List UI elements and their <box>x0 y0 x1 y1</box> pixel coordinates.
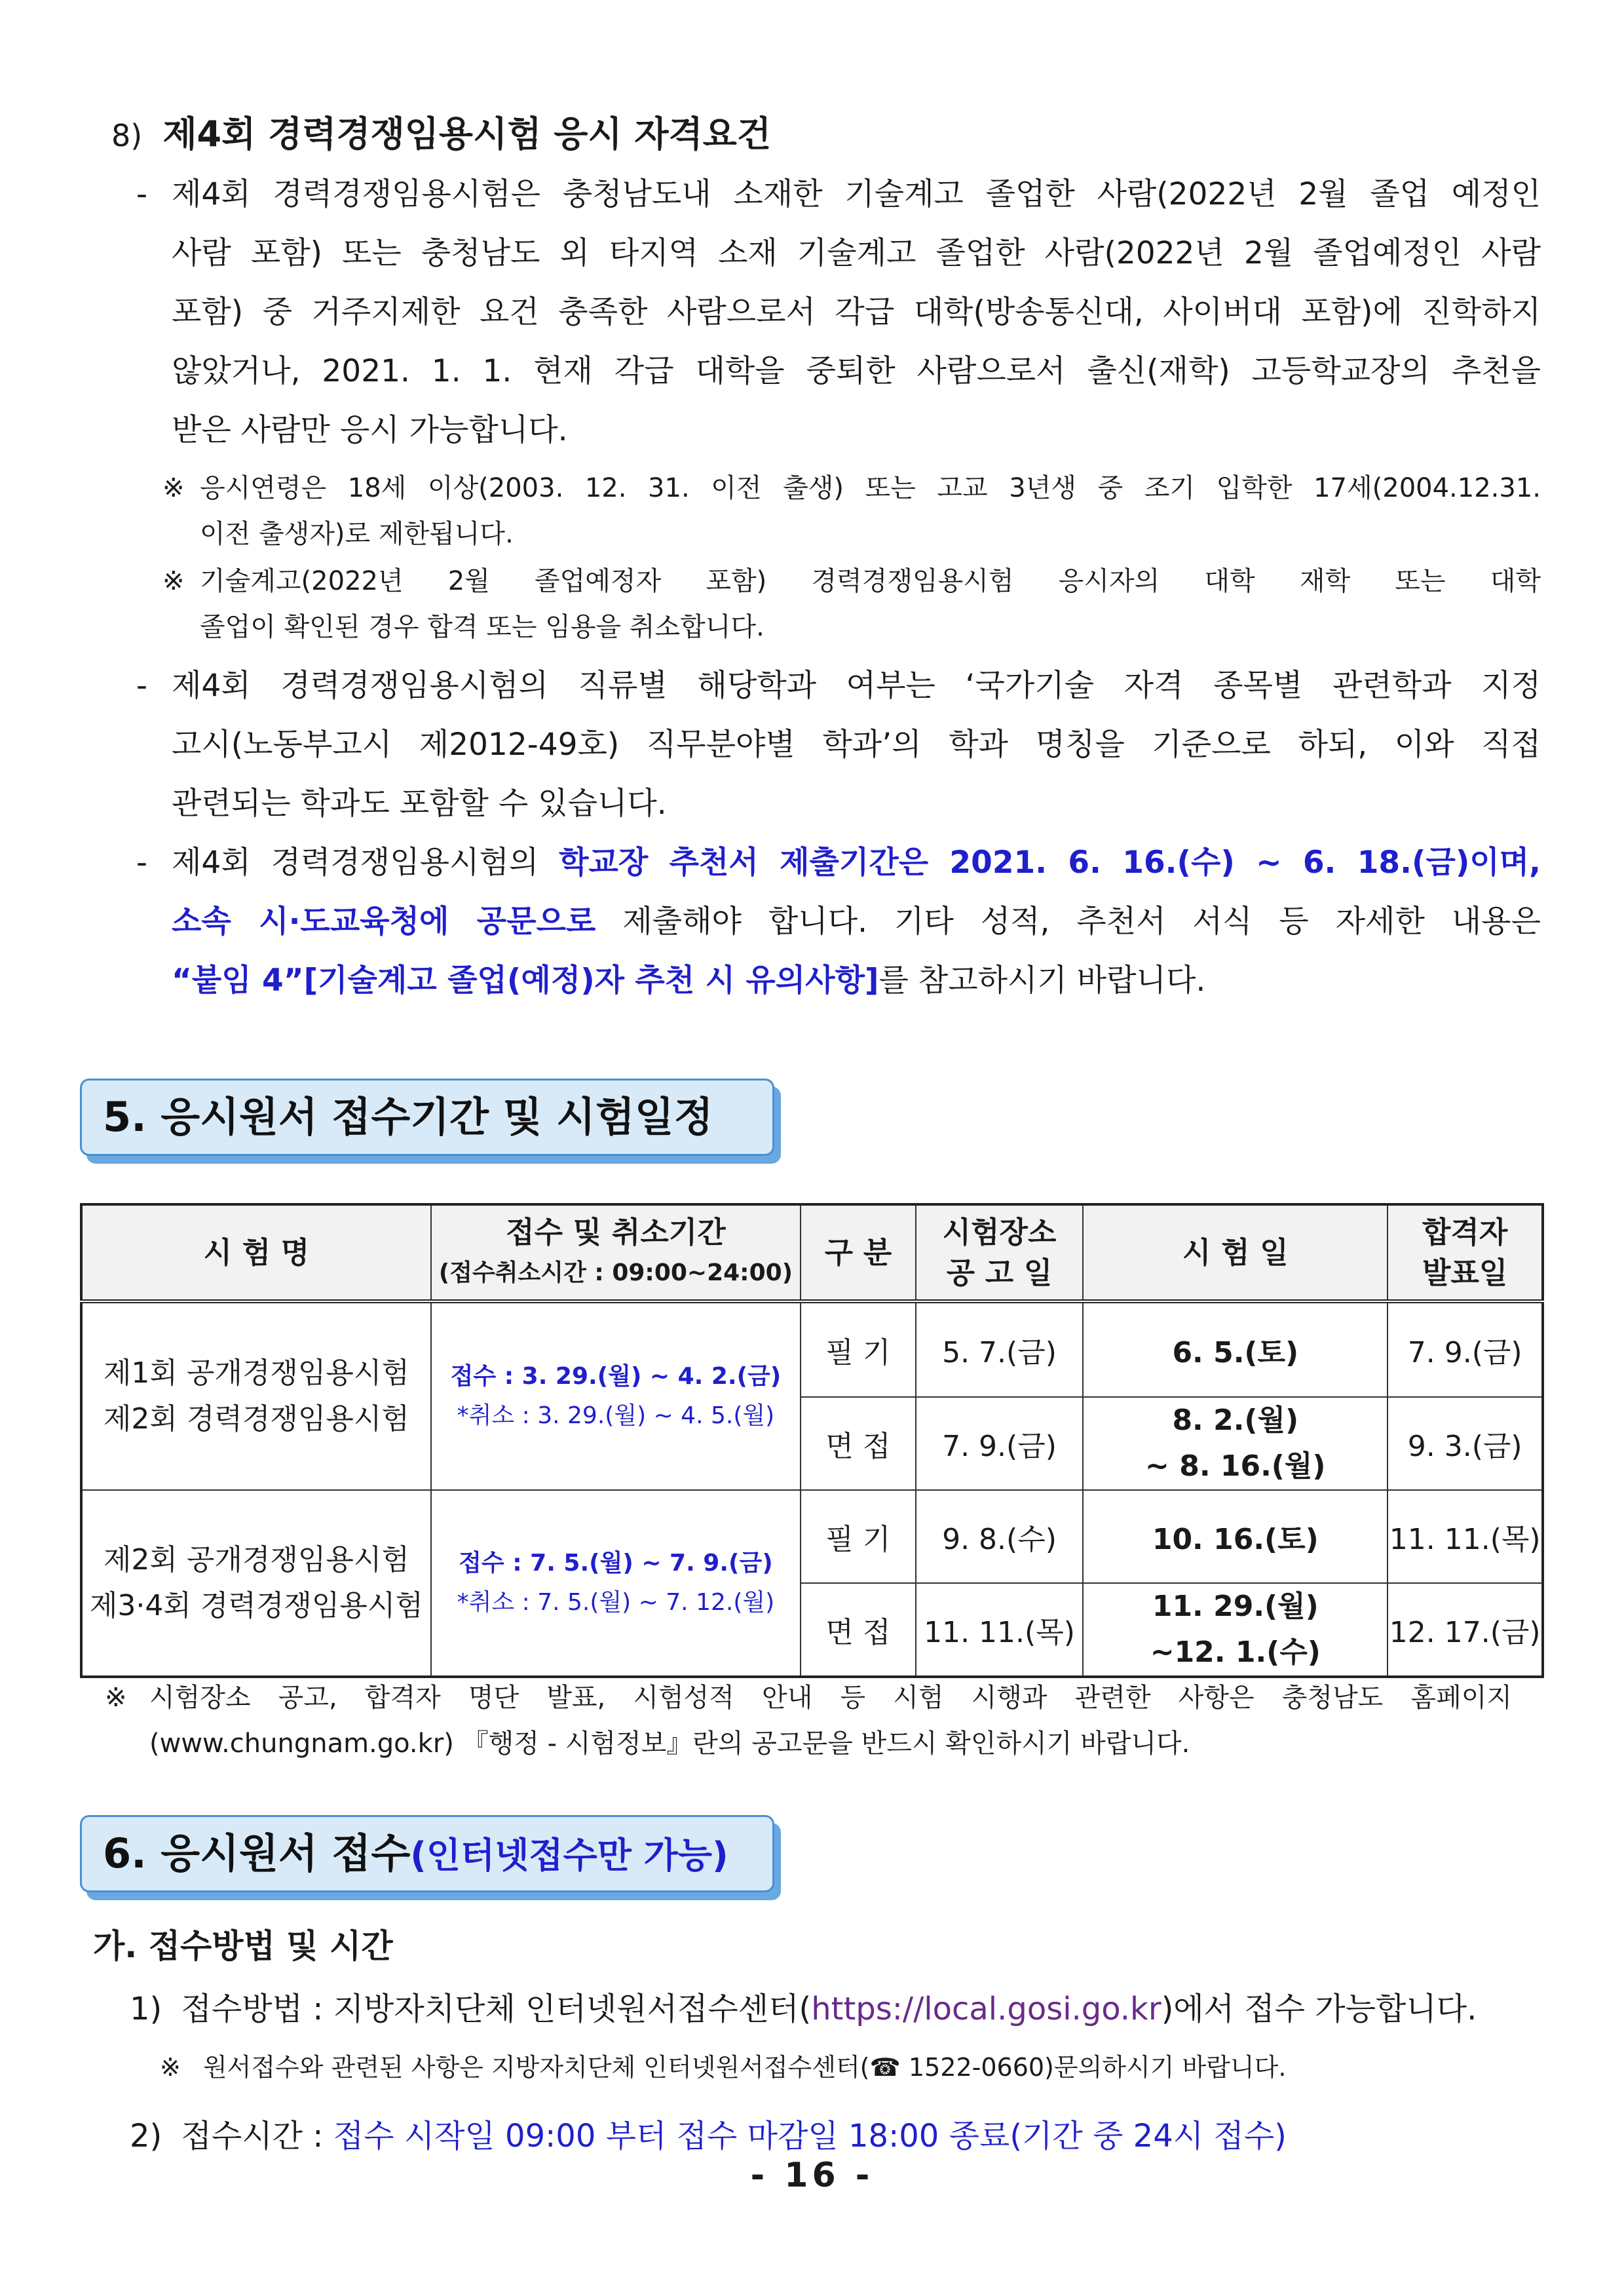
item-1-text: 접수방법 : 지방자치단체 인터넷원서접수센터( <box>181 1991 812 2027</box>
exam-day-start: 8. 2.(월) <box>1172 1404 1299 1437</box>
para3-line-3-text: 를 참고하시기 바랍니다. <box>878 963 1206 999</box>
apply-period: 접수 : 7. 5.(월) ~ 7. 9.(금) <box>459 1550 773 1577</box>
notice-cell: 11. 11.(목) <box>916 1583 1084 1677</box>
section-5-heading-text: 5. 응시원서 접수기간 및 시험일정 <box>103 1093 713 1141</box>
period-cell <box>431 1301 801 1490</box>
para1-line-3: 포함) 중 거주지제한 요건 충족한 사람으로서 각급 대학(방송통신대, 사이버대 포함)에 진학하지 <box>172 294 1541 330</box>
exam-name-cell <box>81 1301 431 1490</box>
notice-cell: 7. 9.(금) <box>916 1397 1084 1490</box>
exam-name-line: 제2회 공개경쟁임용시험 <box>103 1543 409 1577</box>
period-cell <box>431 1490 801 1677</box>
header-result-line-1: 합격자 <box>1422 1214 1508 1250</box>
header-exam-name: 시 험 명 <box>81 1204 431 1301</box>
para2-line-2: 고시(노동부고시 제2012-49호) 직무분야별 학과’의 학과 명칭을 기준으로 하되, 이와 직접 <box>172 727 1541 763</box>
section-8-title <box>111 105 771 165</box>
para2-line-3: 관련되는 학과도 포함할 수 있습니다. <box>172 786 667 822</box>
exam-name-line: 제1회 공개경쟁임용시험 <box>103 1356 409 1390</box>
header-period-title: 접수 및 취소기간 <box>506 1214 726 1250</box>
header-notice-line-2: 공 고 일 <box>946 1255 1053 1290</box>
item-2-label: 접수시간 : <box>181 2118 333 2154</box>
item-2-value: 접수 시작일 09:00 부터 접수 마감일 18:00 종료(기간 중 24시 접수) <box>333 2118 1287 2154</box>
para3-line-2-text: 제출해야 합니다. 기타 성적, 추천서 서식 등 자세한 내용은 <box>595 904 1541 940</box>
para3-line-1 <box>172 833 1541 892</box>
para1-line-1: 제4회 경력경쟁임용시험은 충청남도내 소재한 기술계고 졸업한 사람(2022년 2월 졸업 예정인 <box>172 176 1541 212</box>
exam-day-cell: 10. 16.(토) <box>1083 1490 1388 1583</box>
table-header-row <box>81 1204 1543 1301</box>
exam-day-cell: 6. 5.(토) <box>1083 1301 1388 1397</box>
schedule-table <box>80 1203 1544 1678</box>
result-cell: 9. 3.(금) <box>1388 1397 1543 1490</box>
note1-line-1: 응시연령은 18세 이상(2003. 12. 31. 이전 출생) 또는 고교 3년생 중 조기 입학한 17세(2004.12.31. <box>200 473 1541 503</box>
item-1 <box>130 1981 1477 2037</box>
apply-period: 접수 : 3. 29.(월) ~ 4. 2.(금) <box>450 1363 782 1390</box>
submission-channel: 소속 시·도교육청에 공문으로 <box>172 904 596 940</box>
type-cell: 필 기 <box>801 1490 916 1583</box>
bullet-dash: - <box>136 668 147 704</box>
para1-line-5: 받은 사람만 응시 가능합니다. <box>172 412 568 448</box>
section-6-heading-text: 6. 응시원서 접수 <box>103 1829 411 1877</box>
cancel-period: *취소 : 3. 29.(월) ~ 4. 5.(월) <box>457 1402 775 1429</box>
item-1-note-text-end: 1522-0660)문의하시기 바랍니다. <box>900 2053 1287 2082</box>
section-6-heading <box>80 1815 774 1892</box>
item-1-text-end: )에서 접수 가능합니다. <box>1161 1991 1477 2027</box>
header-notice-line-1: 시험장소 <box>942 1214 1057 1250</box>
table-row <box>81 1301 1543 1397</box>
header-result-date <box>1388 1204 1543 1301</box>
exam-day-end: ~12. 1.(수) <box>1150 1636 1321 1669</box>
exam-day-start: 11. 29.(월) <box>1152 1590 1319 1623</box>
para3-line-1-text: 제4회 경력경쟁임용시험의 <box>172 845 559 881</box>
type-cell: 면 접 <box>801 1583 916 1677</box>
type-cell: 필 기 <box>801 1301 916 1397</box>
header-exam-day: 시 험 일 <box>1083 1204 1388 1301</box>
sub-heading-method: 가. 접수방법 및 시간 <box>93 1927 393 1965</box>
exam-name-line: 제3·4회 경력경쟁임용시험 <box>89 1589 423 1622</box>
para3-line-2 <box>172 892 1541 951</box>
attachment-reference: “붙임 4”[기술계고 졸업(예정)자 추천 시 유의사항] <box>172 963 879 999</box>
para2-line-1: 제4회 경력경쟁임용시험의 직류별 해당학과 여부는 ‘국가기술 자격 종목별 관련학과 지정 <box>172 668 1541 704</box>
exam-day-cell <box>1083 1397 1388 1490</box>
table-note-line-2: (www.chungnam.go.kr) 『행정 - 시험정보』란의 공고문을 반드시 확인하시기 바랍니다. <box>149 1729 1190 1759</box>
note-mark: ※ <box>162 473 185 503</box>
phone-icon: ☎ <box>869 2053 901 2082</box>
result-cell: 11. 11.(목) <box>1388 1490 1543 1583</box>
note-mark: ※ <box>162 566 185 596</box>
result-cell: 7. 9.(금) <box>1388 1301 1543 1397</box>
header-period-sub: (접수취소시간 : 09:00~24:00) <box>438 1259 793 1286</box>
exam-day-end: ~ 8. 16.(월) <box>1145 1449 1326 1483</box>
para3-line-3 <box>172 951 1541 1010</box>
header-result-line-2: 발표일 <box>1422 1255 1508 1290</box>
recommendation-period: 학교장 추천서 제출기간은 2021. 6. 16.(수) ~ 6. 18.(금)이며, <box>559 845 1541 881</box>
notice-cell: 5. 7.(금) <box>916 1301 1084 1397</box>
item-2-number: 2) <box>130 2118 162 2154</box>
para1-line-4: 않았거나, 2021. 1. 1. 현재 각급 대학을 중퇴한 사람으로서 출신(재학) 고등학교장의 추천을 <box>172 353 1541 389</box>
section-8-title-text: 제4회 경력경쟁임용시험 응시 자격요건 <box>162 113 771 155</box>
table-note-line-1: 시험장소 공고, 합격자 명단 발표, 시험성적 안내 등 시험 시행과 관련한 사항은 충청남도 홈페이지 <box>149 1683 1512 1713</box>
type-cell: 면 접 <box>801 1397 916 1490</box>
gosi-url-link[interactable]: https://local.gosi.go.kr <box>811 1991 1161 2027</box>
note1-line-2: 이전 출생자)로 제한됩니다. <box>200 519 514 549</box>
table-row <box>81 1490 1543 1583</box>
exam-name-line: 제2회 경력경쟁임용시험 <box>103 1402 409 1436</box>
section-8-number: 8) <box>111 118 143 153</box>
section-5-heading <box>80 1079 774 1156</box>
section-6-heading-paren: (인터넷접수만 가능) <box>410 1835 728 1876</box>
notice-cell: 9. 8.(수) <box>916 1490 1084 1583</box>
page-number: - 16 - <box>750 2156 874 2195</box>
exam-name-cell <box>81 1490 431 1677</box>
para1-line-2: 사람 포함) 또는 충청남도 외 타지역 소재 기술계고 졸업한 사람(2022년 2월 졸업예정인 사람 <box>172 235 1541 271</box>
bullet-dash: - <box>136 176 147 212</box>
note2-line-2: 졸업이 확인된 경우 합격 또는 임용을 취소합니다. <box>200 612 765 642</box>
note2-line-1: 기술계고(2022년 2월 졸업예정자 포함) 경력경쟁임용시험 응시자의 대학 재학 또는 대학 <box>200 566 1541 596</box>
item-1-note-text: 원서접수와 관련된 사항은 지방자치단체 인터넷원서접수센터( <box>202 2053 870 2082</box>
result-cell: 12. 17.(금) <box>1388 1583 1543 1677</box>
item-1-number: 1) <box>130 1991 162 2027</box>
table-note-mark: ※ <box>105 1683 127 1713</box>
header-type: 구 분 <box>801 1204 916 1301</box>
header-notice-date <box>916 1204 1084 1301</box>
cancel-period: *취소 : 7. 5.(월) ~ 7. 12.(월) <box>457 1589 775 1616</box>
bullet-dash: - <box>136 845 147 881</box>
header-period <box>431 1204 801 1301</box>
item-1-note <box>160 2044 1286 2090</box>
exam-day-cell <box>1083 1583 1388 1677</box>
item-1-note-mark: ※ <box>160 2053 181 2082</box>
